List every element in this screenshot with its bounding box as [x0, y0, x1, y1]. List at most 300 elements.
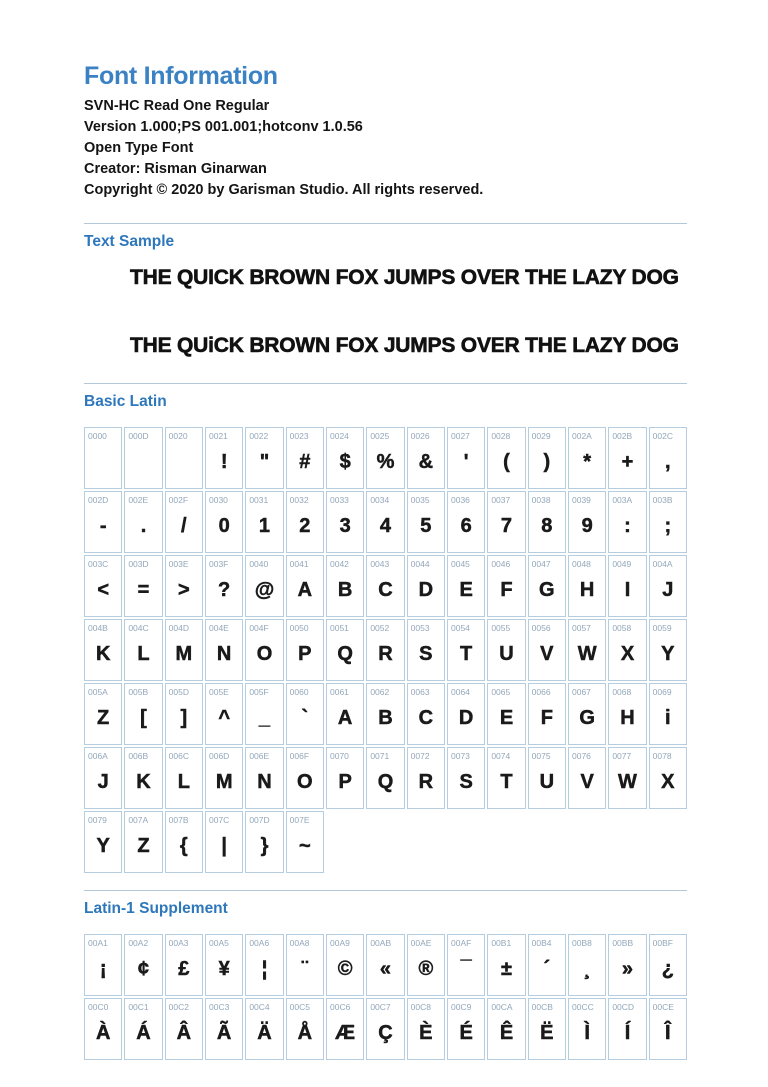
codepoint-label: 00A2 — [128, 938, 149, 948]
glyph-cell-007B — [165, 811, 203, 873]
glyph: Ê — [499, 1021, 514, 1044]
codepoint-label: 005B — [128, 687, 149, 697]
glyph: D — [458, 706, 474, 729]
codepoint-label: 003B — [652, 495, 673, 505]
glyph-cell-0030 — [205, 491, 243, 553]
glyph: $ — [339, 450, 351, 473]
glyph-cell-0066 — [528, 683, 566, 745]
glyph-cell-0044 — [407, 555, 445, 617]
glyph: S — [459, 770, 473, 793]
glyph: ) — [543, 450, 551, 473]
glyph: 1 — [258, 514, 271, 537]
glyph-cell-00A5 — [205, 934, 243, 996]
codepoint-label: 005E — [208, 687, 229, 697]
glyph-cell-0054 — [447, 619, 485, 681]
glyph: { — [179, 834, 188, 857]
glyph: À — [95, 1021, 111, 1044]
codepoint-label: 005A — [88, 687, 108, 697]
codepoint-label: 00CA — [491, 1002, 513, 1012]
glyph: I — [624, 578, 631, 601]
codepoint-label: 0042 — [329, 559, 349, 569]
glyph: T — [460, 642, 473, 665]
glyph: T — [500, 770, 513, 793]
glyph: Ë — [540, 1021, 554, 1044]
glyph: > — [177, 578, 190, 601]
codepoint-label: 0052 — [370, 623, 390, 633]
glyph: 4 — [379, 514, 392, 537]
basic-latin-grid — [84, 427, 687, 873]
glyph: L — [137, 642, 150, 665]
glyph: J — [662, 578, 674, 601]
glyph: É — [459, 1021, 473, 1044]
codepoint-label: 00A9 — [329, 938, 350, 948]
codepoint-label: 002E — [128, 495, 149, 505]
glyph-cell-0064 — [447, 683, 485, 745]
glyph-cell-006C — [165, 747, 203, 809]
glyph: K — [136, 770, 151, 793]
glyph-cell-0022 — [245, 427, 283, 489]
glyph-cell-0048 — [568, 555, 606, 617]
codepoint-label: 004E — [208, 623, 229, 633]
glyph-cell-0039 — [568, 491, 606, 553]
glyph: V — [580, 770, 594, 793]
latin1-supplement-heading: Latin-1 Supplement — [84, 900, 228, 917]
sample-line-lowercase: THE QUiCK BROWN FOX JUMPS OVER THE LAZY DOG — [130, 334, 679, 357]
glyph: N — [257, 770, 272, 793]
glyph-cell-0000 — [84, 427, 122, 489]
font-version: Version 1.000;PS 001.001;hotconv 1.0.56 — [84, 119, 363, 135]
codepoint-label: 0057 — [571, 623, 591, 633]
glyph-cell-00B8 — [568, 934, 606, 996]
codepoint-label: 0033 — [329, 495, 349, 505]
codepoint-label: 000D — [128, 431, 149, 441]
glyph: Í — [624, 1021, 631, 1044]
codepoint-label: 00C4 — [249, 1002, 270, 1012]
glyph-cell-003D — [124, 555, 162, 617]
glyph-cell-00C8 — [407, 998, 445, 1060]
glyph: E — [459, 578, 473, 601]
glyph: [ — [140, 706, 147, 729]
glyph-cell-003A — [608, 491, 646, 553]
glyph: V — [540, 642, 554, 665]
glyph-cell-0065 — [487, 683, 525, 745]
glyph-cell-0073 — [447, 747, 485, 809]
codepoint-label: 0022 — [249, 431, 269, 441]
glyph-cell-0055 — [487, 619, 525, 681]
codepoint-label: 0044 — [410, 559, 430, 569]
codepoint-label: 0067 — [571, 687, 591, 697]
codepoint-label: 0037 — [491, 495, 511, 505]
glyph: i — [665, 706, 671, 729]
glyph-cell-0049 — [608, 555, 646, 617]
codepoint-label: 0056 — [531, 623, 551, 633]
codepoint-label: 00C8 — [410, 1002, 431, 1012]
glyph-cell-0062 — [366, 683, 404, 745]
glyph-cell-0021 — [205, 427, 243, 489]
codepoint-label: 0049 — [612, 559, 632, 569]
glyph: P — [298, 642, 312, 665]
codepoint-label: 003F — [208, 559, 229, 569]
glyph: Q — [337, 642, 353, 665]
glyph-cell-00C9 — [447, 998, 485, 1060]
glyph: ~ — [298, 834, 311, 857]
codepoint-label: 002A — [571, 431, 592, 441]
glyph-cell-004F — [245, 619, 283, 681]
glyph: O — [297, 770, 313, 793]
codepoint-label: 0065 — [491, 687, 511, 697]
glyph-cell-002D — [84, 491, 122, 553]
glyph-cell-0067 — [568, 683, 606, 745]
codepoint-label: 0036 — [450, 495, 470, 505]
codepoint-label: 0062 — [370, 687, 390, 697]
glyph: R — [418, 770, 434, 793]
codepoint-label: 007A — [128, 815, 149, 825]
glyph-cell-0074 — [487, 747, 525, 809]
codepoint-label: 0059 — [652, 623, 672, 633]
glyph: , — [665, 450, 671, 473]
glyph-cell-0027 — [447, 427, 485, 489]
glyph-cell-007C — [205, 811, 243, 873]
glyph-cell-00A9 — [326, 934, 364, 996]
codepoint-label: 0079 — [88, 815, 107, 825]
codepoint-label: 0039 — [571, 495, 591, 505]
glyph-cell-0036 — [447, 491, 485, 553]
glyph-cell-0026 — [407, 427, 445, 489]
codepoint-label: 0063 — [410, 687, 430, 697]
glyph: + — [621, 450, 634, 473]
glyph-cell-0075 — [528, 747, 566, 809]
codepoint-label: 0031 — [249, 495, 269, 505]
codepoint-label: 0055 — [491, 623, 511, 633]
glyph-cell-0050 — [286, 619, 324, 681]
codepoint-label: 00CE — [652, 1002, 674, 1012]
codepoint-label: 0072 — [410, 751, 430, 761]
glyph-cell-000D — [124, 427, 162, 489]
codepoint-label: 0061 — [329, 687, 349, 697]
codepoint-label: 00C9 — [450, 1002, 472, 1012]
glyph: 0 — [218, 514, 230, 537]
codepoint-label: 0070 — [329, 751, 349, 761]
codepoint-label: 0030 — [208, 495, 228, 505]
glyph-cell-002E — [124, 491, 162, 553]
glyph-cell-0037 — [487, 491, 525, 553]
glyph: R — [378, 642, 393, 665]
glyph: ¢ — [137, 957, 150, 980]
glyph: Y — [661, 642, 675, 665]
glyph-cell-0058 — [608, 619, 646, 681]
glyph: © — [337, 957, 353, 980]
glyph: ¡ — [99, 957, 107, 980]
glyph: D — [418, 578, 434, 601]
glyph-cell-0057 — [568, 619, 606, 681]
codepoint-label: 00CC — [571, 1002, 594, 1012]
glyph-cell-00AE — [407, 934, 445, 996]
codepoint-label: 00B8 — [571, 938, 592, 948]
glyph-cell-0068 — [608, 683, 646, 745]
glyph: B — [337, 578, 353, 601]
codepoint-label: 00C3 — [208, 1002, 230, 1012]
glyph: / — [181, 514, 187, 537]
glyph: X — [661, 770, 675, 793]
glyph-cell-005B — [124, 683, 162, 745]
glyph-cell-002A — [568, 427, 606, 489]
glyph-cell-004A — [649, 555, 687, 617]
section-text-sample — [84, 223, 687, 358]
glyph: N — [216, 642, 232, 665]
glyph-cell-006F — [286, 747, 324, 809]
glyph: ! — [220, 450, 228, 473]
glyph-cell-002B — [608, 427, 646, 489]
glyph-cell-0023 — [286, 427, 324, 489]
codepoint-label: 002C — [652, 431, 673, 441]
glyph: G — [539, 578, 555, 601]
glyph-cell-00A6 — [245, 934, 283, 996]
glyph: £ — [178, 957, 190, 980]
glyph-cell-0040 — [245, 555, 283, 617]
codepoint-label: 0020 — [168, 431, 188, 441]
glyph: F — [540, 706, 553, 729]
glyph: < — [97, 578, 109, 601]
glyph-cell-004C — [124, 619, 162, 681]
glyph: ¸ — [583, 957, 591, 980]
font-creator: Creator: Risman Ginarwan — [84, 161, 267, 177]
glyph-cell-0024 — [326, 427, 364, 489]
codepoint-label: 007D — [249, 815, 270, 825]
glyph: M — [175, 642, 193, 665]
glyph: ; — [664, 514, 672, 537]
glyph-cell-007A — [124, 811, 162, 873]
glyph-cell-0052 — [366, 619, 404, 681]
codepoint-label: 004B — [88, 623, 108, 633]
codepoint-label: 0058 — [612, 623, 632, 633]
codepoint-label: 00A8 — [289, 938, 310, 948]
glyph: ´ — [543, 957, 551, 980]
codepoint-label: 005D — [168, 687, 189, 697]
glyph-cell-0029 — [528, 427, 566, 489]
glyph: _ — [258, 706, 271, 729]
codepoint-label: 00C7 — [370, 1002, 391, 1012]
glyph-cell-0053 — [407, 619, 445, 681]
glyph: J — [97, 770, 109, 793]
glyph-cell-0077 — [608, 747, 646, 809]
glyph: L — [177, 770, 190, 793]
glyph: 3 — [339, 514, 351, 537]
glyph-cell-00AB — [366, 934, 404, 996]
glyph-cell-00CC — [568, 998, 606, 1060]
glyph: Z — [137, 834, 150, 857]
glyph-cell-007E — [286, 811, 324, 873]
codepoint-label: 0043 — [370, 559, 390, 569]
glyph-cell-006D — [205, 747, 243, 809]
glyph-cell-00C7 — [366, 998, 404, 1060]
glyph-cell-0076 — [568, 747, 606, 809]
glyph: 5 — [420, 514, 432, 537]
glyph-cell-00C5 — [286, 998, 324, 1060]
glyph: C — [378, 578, 393, 601]
glyph: 7 — [500, 514, 513, 537]
glyph-cell-00C6 — [326, 998, 364, 1060]
codepoint-label: 0029 — [531, 431, 551, 441]
glyph: 6 — [460, 514, 472, 537]
glyph-cell-005D — [165, 683, 203, 745]
codepoint-label: 00C6 — [329, 1002, 351, 1012]
glyph-cell-0069 — [649, 683, 687, 745]
glyph: ` — [301, 706, 309, 729]
codepoint-label: 00C5 — [289, 1002, 310, 1012]
glyph: : — [624, 514, 631, 537]
glyph: ¿ — [661, 957, 674, 980]
codepoint-label: 005F — [249, 687, 269, 697]
glyph-cell-005E — [205, 683, 243, 745]
glyph: X — [620, 642, 635, 665]
codepoint-label: 007E — [289, 815, 310, 825]
glyph: & — [418, 450, 434, 473]
glyph: . — [140, 514, 147, 537]
glyph-cell-002C — [649, 427, 687, 489]
glyph-cell-003F — [205, 555, 243, 617]
glyph: Ä — [257, 1021, 272, 1044]
glyph-cell-0045 — [447, 555, 485, 617]
glyph-cell-0079 — [84, 811, 122, 873]
codepoint-label: 0027 — [450, 431, 470, 441]
codepoint-label: 00BB — [612, 938, 634, 948]
codepoint-label: 0040 — [249, 559, 269, 569]
codepoint-label: 003E — [168, 559, 189, 569]
glyph: 2 — [299, 514, 311, 537]
codepoint-label: 003A — [612, 495, 633, 505]
glyph: 9 — [581, 514, 593, 537]
codepoint-label: 0051 — [329, 623, 349, 633]
codepoint-label: 0048 — [571, 559, 591, 569]
glyph: K — [95, 642, 111, 665]
codepoint-label: 00A1 — [88, 938, 108, 948]
codepoint-label: 0023 — [289, 431, 309, 441]
glyph-cell-00C3 — [205, 998, 243, 1060]
glyph: « — [379, 957, 392, 980]
section-basic-latin — [84, 383, 687, 873]
glyph: Á — [136, 1021, 151, 1044]
glyph-cell-0072 — [407, 747, 445, 809]
glyph-cell-00CA — [487, 998, 525, 1060]
glyph: | — [221, 834, 227, 857]
glyph-cell-00A3 — [165, 934, 203, 996]
page-title: Font Information — [84, 62, 278, 90]
glyph-cell-0028 — [487, 427, 525, 489]
glyph-cell-0031 — [245, 491, 283, 553]
glyph: » — [621, 957, 634, 980]
glyph: = — [137, 578, 150, 601]
codepoint-label: 00CD — [612, 1002, 635, 1012]
codepoint-label: 0060 — [289, 687, 309, 697]
codepoint-label: 004A — [652, 559, 673, 569]
codepoint-label: 0075 — [531, 751, 551, 761]
glyph-cell-004B — [84, 619, 122, 681]
codepoint-label: 002D — [88, 495, 109, 505]
glyph: È — [419, 1021, 433, 1044]
codepoint-label: 00B1 — [491, 938, 512, 948]
glyph-cell-005A — [84, 683, 122, 745]
glyph-cell-00C4 — [245, 998, 283, 1060]
glyph-cell-004D — [165, 619, 203, 681]
codepoint-label: 0028 — [491, 431, 511, 441]
codepoint-label: 0024 — [329, 431, 349, 441]
glyph-cell-0047 — [528, 555, 566, 617]
glyph: Ì — [584, 1021, 590, 1044]
glyph: F — [500, 578, 513, 601]
glyph-cell-0034 — [366, 491, 404, 553]
glyph-cell-0063 — [407, 683, 445, 745]
codepoint-label: 00BF — [652, 938, 673, 948]
glyph-cell-0078 — [649, 747, 687, 809]
codepoint-label: 0053 — [410, 623, 430, 633]
latin1-supplement-grid — [84, 934, 687, 1060]
codepoint-label: 006D — [208, 751, 230, 761]
glyph: Â — [176, 1021, 192, 1044]
glyph: Z — [97, 706, 110, 729]
codepoint-label: 0047 — [531, 559, 551, 569]
glyph: G — [579, 706, 595, 729]
glyph: ' — [463, 450, 469, 473]
glyph: * — [583, 450, 592, 473]
glyph: S — [419, 642, 433, 665]
codepoint-label: 00CB — [531, 1002, 553, 1012]
glyph-cell-0041 — [286, 555, 324, 617]
glyph-cell-004E — [205, 619, 243, 681]
codepoint-label: 003D — [128, 559, 149, 569]
glyph-cell-003B — [649, 491, 687, 553]
glyph-cell-0059 — [649, 619, 687, 681]
glyph-cell-00CE — [649, 998, 687, 1060]
codepoint-label: 0050 — [289, 623, 309, 633]
glyph-cell-00B1 — [487, 934, 525, 996]
glyph-cell-00BB — [608, 934, 646, 996]
codepoint-label: 0071 — [370, 751, 390, 761]
glyph: ? — [218, 578, 231, 601]
glyph: M — [215, 770, 233, 793]
glyph: O — [256, 642, 273, 665]
glyph-cell-00CB — [528, 998, 566, 1060]
codepoint-label: 0021 — [208, 431, 228, 441]
glyph: Ã — [216, 1021, 232, 1044]
codepoint-label: 0074 — [491, 751, 511, 761]
glyph-cell-0051 — [326, 619, 364, 681]
glyph-cell-0056 — [528, 619, 566, 681]
glyph: @ — [254, 578, 275, 601]
glyph: H — [579, 578, 595, 601]
glyph: E — [499, 706, 514, 729]
codepoint-label: 00C2 — [168, 1002, 189, 1012]
font-copyright: Copyright © 2020 by Garisman Studio. All rights reserved. — [84, 182, 484, 198]
codepoint-label: 0069 — [652, 687, 672, 697]
glyph-cell-006B — [124, 747, 162, 809]
codepoint-label: 0032 — [289, 495, 309, 505]
codepoint-label: 0025 — [370, 431, 390, 441]
codepoint-label: 0038 — [531, 495, 551, 505]
glyph: W — [577, 642, 597, 665]
glyph: ¯ — [460, 957, 472, 980]
glyph-cell-00CD — [608, 998, 646, 1060]
glyph: ® — [418, 957, 434, 980]
glyph — [125, 442, 161, 488]
codepoint-label: 002F — [168, 495, 189, 505]
glyph-cell-005F — [245, 683, 283, 745]
glyph-cell-0043 — [366, 555, 404, 617]
glyph-cell-00AF — [447, 934, 485, 996]
section-latin1-supplement — [84, 890, 687, 1060]
glyph-cell-003C — [84, 555, 122, 617]
glyph: % — [376, 450, 395, 473]
glyph: C — [418, 706, 434, 729]
